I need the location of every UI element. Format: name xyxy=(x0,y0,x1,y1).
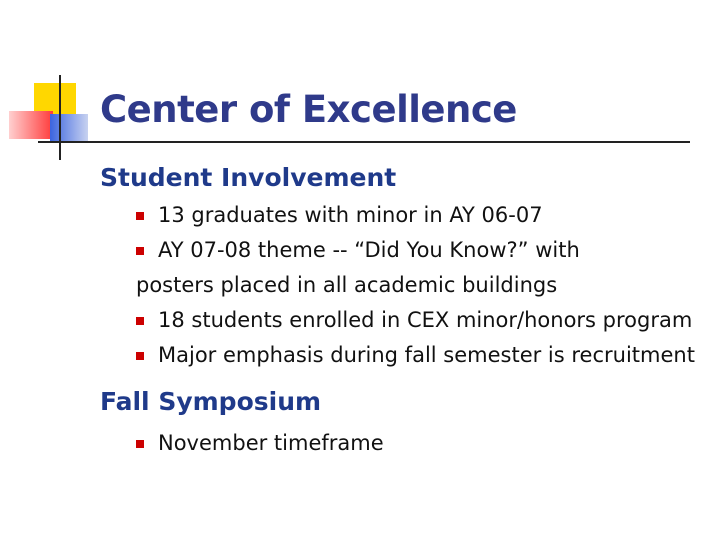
bullet-icon xyxy=(136,317,144,325)
list-item-text: Major emphasis during fall semester is recruitment xyxy=(158,343,695,367)
slide-title: Center of Excellence xyxy=(100,88,517,131)
list-item-text: November timeframe xyxy=(158,431,384,455)
list-item-continuation-text: posters placed in all academic buildings xyxy=(136,273,558,297)
bullet-icon xyxy=(136,212,144,220)
list-item-text: AY 07-08 theme -- “Did You Know?” with xyxy=(158,238,580,262)
section-heading-student-involvement: Student Involvement xyxy=(100,163,397,192)
title-underline-rule xyxy=(38,141,690,143)
decor-vertical-rule xyxy=(59,75,61,160)
decor-red-bar xyxy=(9,111,53,139)
bullet-icon xyxy=(136,247,144,255)
bullet-icon xyxy=(136,440,144,448)
decor-blue-bar xyxy=(50,114,88,143)
list-item-text: 13 graduates with minor in AY 06-07 xyxy=(158,203,543,227)
section-heading-fall-symposium: Fall Symposium xyxy=(100,387,322,416)
list-item-text: 18 students enrolled in CEX minor/honors program xyxy=(158,308,693,332)
bullet-icon xyxy=(136,352,144,360)
